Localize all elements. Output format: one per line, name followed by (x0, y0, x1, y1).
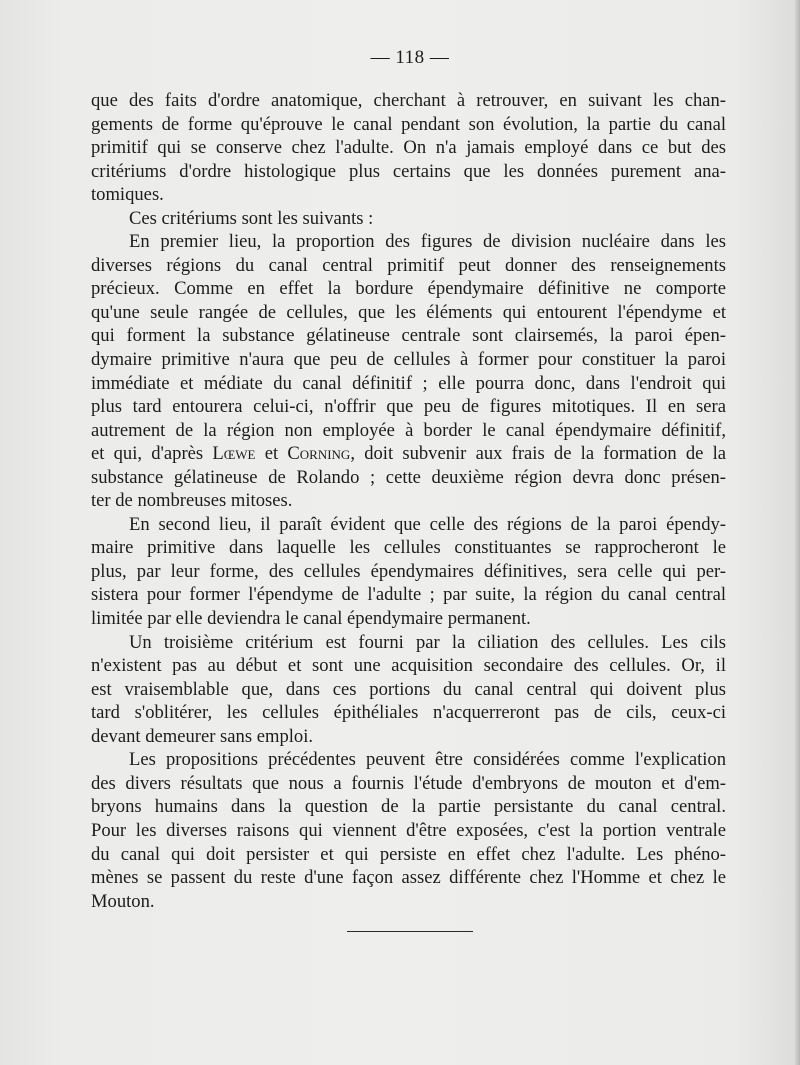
text-line: des divers résultats que nous a fournis l'étude d'embryons de mouton et d'em- (91, 772, 726, 794)
text-line: ter de nombreuses mitoses. (91, 490, 293, 512)
text-line: limitée par elle deviendra le canal épendymaire permanent. (91, 608, 531, 630)
text-line: maire primitive dans laquelle les cellules constituantes se rapprocheront le (91, 537, 726, 559)
text-line: dymaire primitive n'aura que peu de cellules à former pour constituer la paroi (91, 349, 726, 371)
text-line: gements de forme qu'éprouve le canal pendant son évolution, la partie du canal (91, 113, 726, 135)
text-line: immédiate et médiate du canal définitif ; elle pourra donc, dans l'endroit qui (91, 372, 726, 394)
text-line: bryons humains dans la question de la partie persistante du canal central. (91, 796, 726, 818)
text-line: mènes se passent du reste d'une façon assez différente chez l'Homme et chez le (91, 867, 726, 889)
page-number: — 118 — (370, 47, 450, 68)
text-line: qu'une seule rangée de cellules, que les éléments qui entourent l'épendyme et (91, 301, 726, 323)
text-line: plus tard entourera celui-ci, n'offrir que peu de figures mitotiques. Il en sera (91, 396, 726, 418)
text-line: que des faits d'ordre anatomique, cherchant à retrouver, en suivant les chan- (91, 90, 726, 111)
text-line: En premier lieu, la proportion des figures de division nucléaire dans les (129, 231, 726, 253)
text-line: sistera pour former l'épendyme de l'adulte ; par suite, la région du canal central (91, 584, 726, 606)
text-line: tard s'oblitérer, les cellules épithéliales n'acquerreront pas de cils, ceux-ci (91, 702, 726, 724)
text-line: Pour les diverses raisons qui viennent d'être exposées, c'est la portion ventrale (91, 819, 726, 841)
text-line: n'existent pas au début et sont une acquisition secondaire des cellules. Or, il (91, 655, 726, 677)
text-fragment: et qui, d'après (91, 443, 213, 465)
author-name: Corning (287, 443, 351, 465)
text-line: autrement de la région non employée à border le canal épendymaire définitif, (91, 419, 726, 441)
author-name: Lœwe (212, 443, 256, 465)
text-line: critériums d'ordre histologique plus certains que les données purement ana- (91, 160, 726, 182)
text-line: Un troisième critérium est fourni par la ciliation des cellules. Les cils (129, 631, 726, 653)
text-line: précieux. Comme en effet la bordure épendymaire définitive ne comporte (91, 278, 726, 300)
text-line: plus, par leur forme, des cellules épendymaires définitives, sera celle qui per- (91, 560, 726, 582)
text-line (91, 442, 726, 466)
text-fragment: et (255, 443, 288, 465)
text-line: Mouton. (91, 890, 155, 912)
text-line: est vraisemblable que, dans ces portions du canal central qui doivent plus (91, 678, 726, 700)
text-line: substance gélatineuse de Rolando ; cette deuxième région devra donc présen- (91, 466, 726, 488)
text-line: primitif qui se conserve chez l'adulte. On n'a jamais employé dans ce but des (91, 137, 726, 159)
text-line: En second lieu, il paraît évident que celle des régions de la paroi épendy- (129, 513, 726, 535)
text-line: devant demeurer sans emploi. (91, 725, 314, 747)
text-line: Les propositions précédentes peuvent être considérées comme l'explication (129, 749, 726, 771)
text-line: tomiques. (91, 184, 164, 206)
text-line: Ces critériums sont les suivants : (129, 207, 374, 229)
body-text (91, 89, 726, 913)
text-line: diverses régions du canal central primitif peut donner des renseignements (91, 254, 726, 276)
text-line: du canal qui doit persister et qui persiste en effet chez l'adulte. Les phéno- (91, 843, 726, 865)
text-fragment: , doit subvenir aux frais de la formation de la (350, 443, 727, 465)
text-line: qui forment la substance gélatineuse centrale sont clairsemés, la paroi épen- (91, 325, 726, 347)
page-shadow-edge (794, 0, 800, 1065)
end-rule (347, 931, 473, 932)
